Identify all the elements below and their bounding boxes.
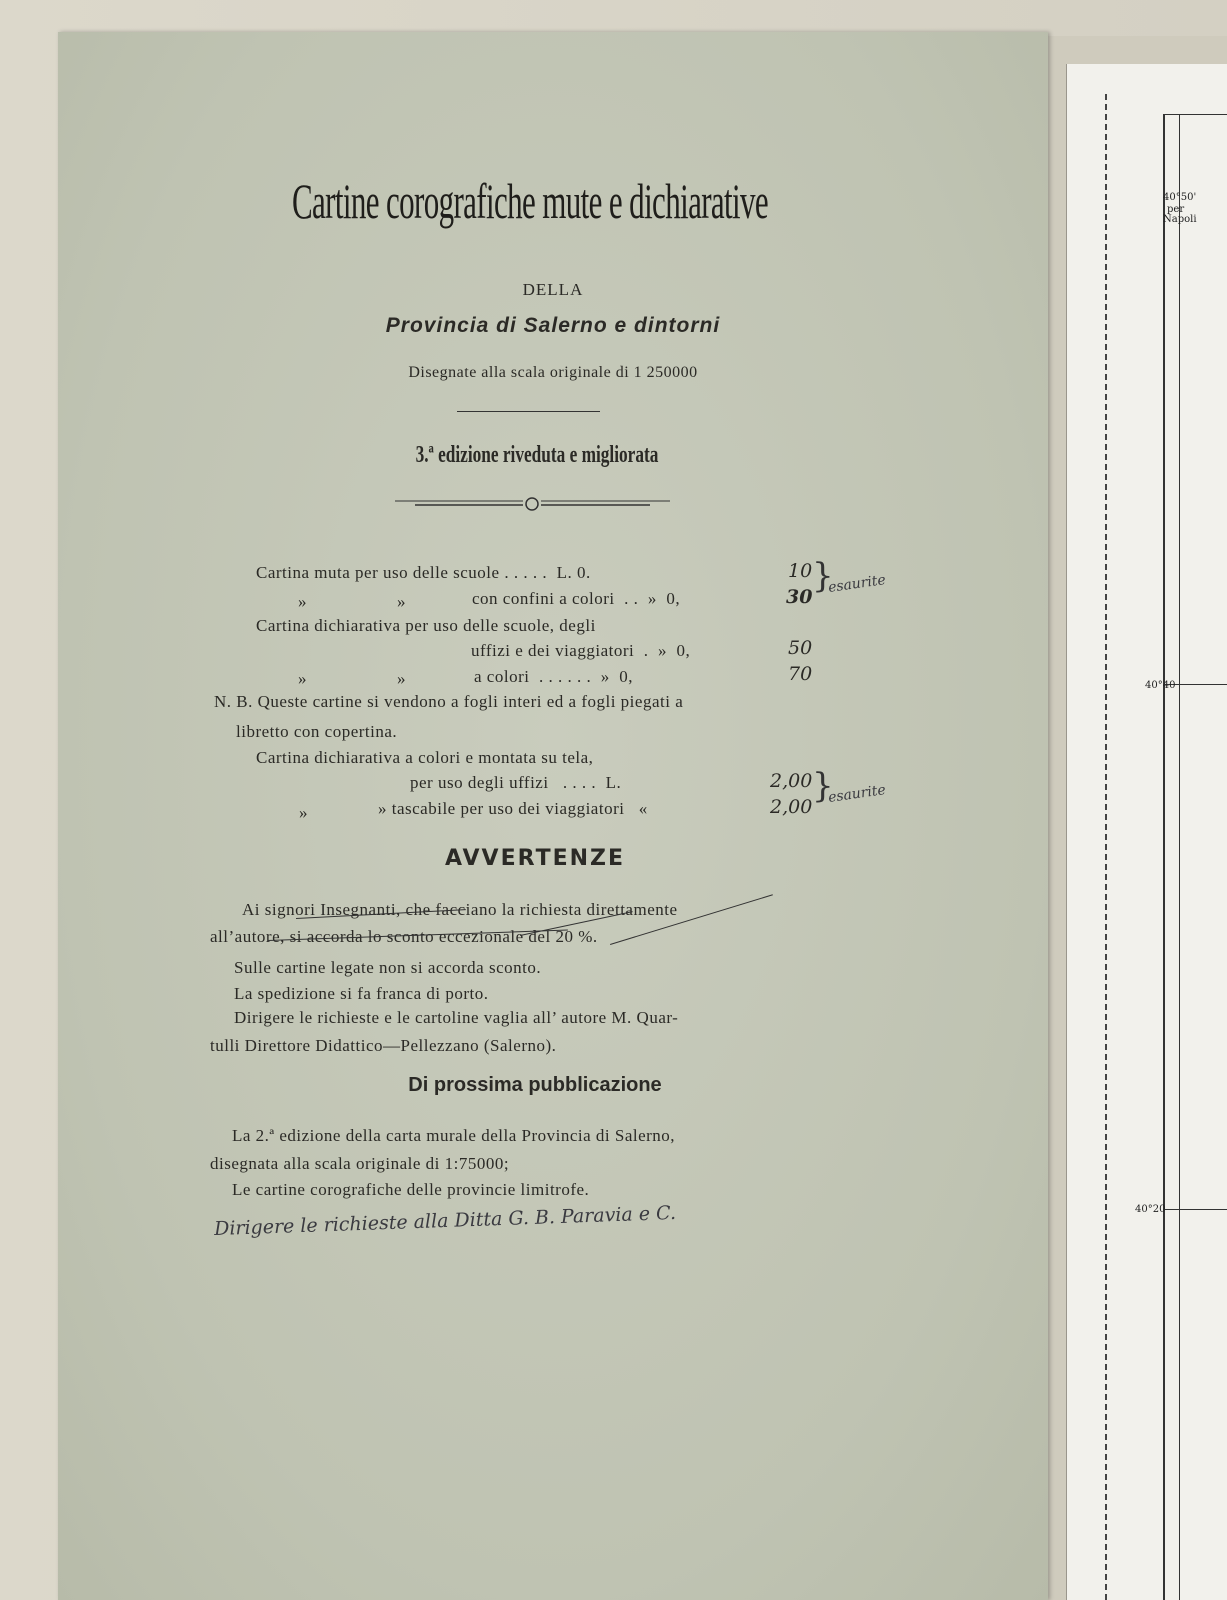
prossima-line-1: La 2.ª edizione della carta murale della Provincia di Salerno,: [232, 1126, 676, 1145]
price-row-colori: a colori . . . . . . » 0,: [474, 667, 633, 686]
ditto-mark: »: [397, 592, 406, 611]
folded-map-edge: [1066, 64, 1227, 1600]
prossima-line-3: Le cartine corografiche delle provincie limitrofe.: [232, 1180, 590, 1199]
map-label-low: 40°20: [1135, 1204, 1166, 1215]
price-row-tascabile: » tascabile per uso dei viaggiatori «: [378, 799, 648, 818]
map-frame-inner: [1179, 114, 1180, 1600]
price-hand-tascabile: 2,00: [770, 796, 813, 818]
brace-2: }: [812, 766, 834, 806]
nb-line-1: N. B. Queste cartine si vendono a fogli interi ed a fogli piegati a: [214, 692, 684, 711]
avvertenze-p1-line2: all’autore, si accorda lo sconto eccezionale del 20 %.: [210, 927, 598, 946]
price-row-uffizi: uffizi e dei viaggiatori . » 0,: [471, 641, 691, 660]
esaurite-note-1: esaurite: [827, 572, 887, 596]
avvertenze-p4-line2: tulli Direttore Didattico—Pellezzano (Salerno).: [210, 1036, 557, 1055]
map-label-mid: 40°40: [1145, 680, 1176, 691]
avvertenze-heading: AVVERTENZE: [445, 846, 625, 871]
price-hand-tela: 2,00: [770, 770, 813, 792]
edition-label: 3.ª edizione riveduta e migliorata: [415, 442, 659, 468]
map-frame: [1163, 114, 1227, 1600]
handwritten-note: Dirigere le richieste alla Ditta G. B. Paravia e C.: [213, 1201, 677, 1241]
avvertenze-p4-line1: Dirigere le richieste e le cartoline vaglia all’ autore M. Quar-: [234, 1008, 679, 1027]
ditto-mark: »: [298, 669, 307, 688]
nb-line-2: libretto con copertina.: [236, 722, 398, 741]
price-hand-confini: 30: [786, 586, 813, 608]
price-row-confini: con confini a colori . . » 0,: [472, 589, 681, 608]
map-label-top3: Napoli: [1163, 214, 1197, 225]
ornament-divider: [395, 494, 670, 514]
brace-1: }: [812, 556, 834, 596]
price-hand-muta: 10: [788, 560, 813, 582]
document-title: Cartine corografiche mute e dichiarative: [291, 173, 769, 229]
ditto-mark: »: [397, 669, 406, 688]
map-gridline: [1163, 114, 1227, 115]
price-row-tela: Cartina dichiarativa a colori e montata su tela,: [256, 748, 594, 767]
price-row-uffizi-tela: per uso degli uffizi . . . . L.: [410, 773, 622, 792]
avvertenze-p1-line1: Ai signori Insegnanti, che facciano la richiesta direttamente: [242, 900, 678, 919]
price-hand-colori: 70: [788, 663, 813, 685]
prossima-line-2: disegnata alla scala originale di 1:75000;: [210, 1154, 510, 1173]
map-gridline: [1163, 1209, 1227, 1210]
avvertenze-p3: La spedizione si fa franca di porto.: [234, 984, 489, 1003]
della-label: DELLA: [522, 280, 584, 299]
price-row-muta: Cartina muta per uso delle scuole . . . . . L. 0.: [256, 563, 591, 582]
price-hand-uffizi: 50: [788, 637, 813, 659]
avvertenze-p2: Sulle cartine legate non si accorda sconto.: [234, 958, 542, 977]
ditto-mark: »: [299, 803, 308, 822]
price-row-dichiarativa: Cartina dichiarativa per uso delle scuole, degli: [256, 616, 596, 635]
ditto-mark: »: [298, 592, 307, 611]
map-dashed-border: [1105, 94, 1107, 1600]
prossima-heading: Di prossima pubblicazione: [408, 1074, 662, 1096]
esaurite-note-2: esaurite: [827, 782, 887, 806]
map-label-top2: per: [1167, 204, 1185, 215]
province-subtitle: Provincia di Salerno e dintorni: [385, 314, 721, 337]
map-label-top: 40°50': [1163, 192, 1197, 203]
separator-rule: [457, 411, 600, 412]
scale-note: Disegnate alla scala originale di 1 250000: [408, 364, 698, 381]
